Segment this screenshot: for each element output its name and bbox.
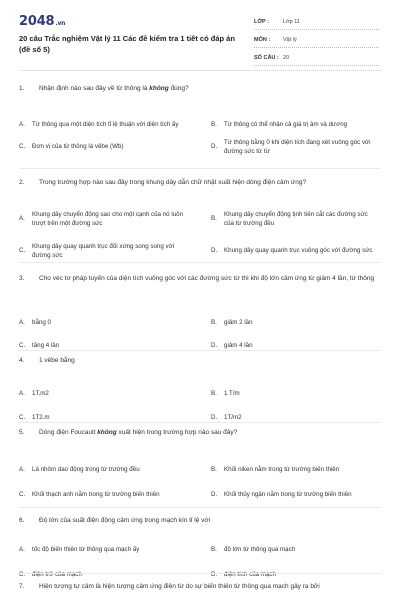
- meta-label: LỚP :: [254, 19, 269, 25]
- option-text: Khung dây chuyển động sao cho một cạnh của nó luôn trượt trên một đường sức: [32, 210, 184, 227]
- page-header: [0, 0, 400, 62]
- question-1: [19, 84, 381, 155]
- option-letter: A.: [19, 319, 25, 326]
- option-text: giảm 2 lần: [224, 319, 253, 326]
- question-text-post: đúng?: [168, 85, 189, 92]
- option-text: giảm 4 lần: [224, 342, 253, 349]
- option-letter: D.: [211, 342, 218, 349]
- question-text: [39, 428, 381, 438]
- question-number: 1.: [19, 85, 25, 92]
- question-stem: [19, 428, 381, 438]
- option-text: Khung dây chuyển động tịnh tiến cắt các đường sức của từ trường đều: [224, 210, 368, 227]
- question-text: [39, 516, 381, 526]
- option-text: Lá nhôm dao động trong từ trường đều: [32, 466, 140, 473]
- question-6: [19, 516, 381, 578]
- option-letter: A.: [19, 215, 25, 222]
- option-letter: A.: [19, 121, 25, 128]
- option-letter: B.: [211, 390, 217, 397]
- option-a[interactable]: [19, 317, 187, 329]
- option-letter: B.: [211, 319, 217, 326]
- option-letter: D.: [211, 414, 218, 421]
- question-5: [19, 428, 381, 498]
- option-c[interactable]: [19, 569, 187, 581]
- option-b[interactable]: [211, 388, 379, 400]
- option-text: Khối thủy ngân nằm trong từ trường biến thiên: [224, 491, 352, 498]
- question-emphasis: không: [149, 85, 169, 92]
- question-stem: [19, 356, 381, 366]
- option-b[interactable]: [211, 460, 379, 480]
- option-b[interactable]: [211, 115, 379, 135]
- option-b[interactable]: [211, 317, 379, 329]
- question-divider: [19, 262, 381, 263]
- question-text-pre: Dòng điện Foucault: [39, 429, 98, 436]
- option-text: diện tích của mạch: [224, 571, 276, 578]
- option-c[interactable]: [19, 241, 187, 261]
- option-letter: C.: [19, 414, 26, 421]
- option-text: Từ thông có thể nhận cả giá trị âm và dương: [224, 121, 348, 128]
- question-text-pre: Cho véc tơ pháp tuyến của diện tích vuông góc với các đường sức từ thì khi độ lớn cảm ứng từ giảm 4 lần, từ thông: [39, 275, 375, 282]
- question-number: 3.: [19, 275, 25, 282]
- option-c[interactable]: [19, 137, 187, 157]
- question-emphasis: không: [97, 429, 117, 436]
- option-d[interactable]: [211, 241, 379, 261]
- option-text: tăng 4 lần: [32, 342, 60, 349]
- question-number: 4.: [19, 357, 25, 364]
- question-stem: [19, 274, 381, 284]
- question-2: [19, 178, 381, 259]
- question-divider: [19, 350, 381, 351]
- option-a[interactable]: [19, 460, 187, 480]
- option-d[interactable]: [211, 485, 379, 505]
- option-a[interactable]: [19, 388, 187, 400]
- question-3: [19, 274, 381, 349]
- option-letter: A.: [19, 466, 25, 473]
- meta-value: Lớp 11: [283, 19, 300, 25]
- question-text-post: xuất hiện trong trường hợp nào sau đây?: [116, 429, 238, 436]
- question-number: 7.: [19, 583, 25, 590]
- meta-label: MÔN :: [254, 37, 271, 43]
- option-letter: A.: [19, 390, 25, 397]
- option-letter: C.: [19, 491, 26, 498]
- option-text: 1T2.m: [32, 414, 50, 421]
- option-text: Khung dây quay quanh trục đối xứng song song với đường sức: [32, 242, 175, 259]
- question-divider: [19, 168, 381, 169]
- question-number: 6.: [19, 517, 25, 524]
- meta-label: SỐ CÂU :: [254, 55, 279, 61]
- option-letter: C.: [19, 342, 26, 349]
- option-c[interactable]: [19, 485, 187, 505]
- option-text: Từ thông bằng 0 khi diện tích đang xét vuông góc với đường sức từ từ: [224, 138, 371, 155]
- option-a[interactable]: [19, 544, 187, 556]
- logo-suffix: .vn: [55, 20, 66, 27]
- site-logo[interactable]: [19, 14, 65, 29]
- option-letter: B.: [211, 121, 217, 128]
- question-4: [19, 356, 381, 421]
- question-divider: [19, 573, 381, 574]
- option-text: tốc độ biến thiên từ thông qua mạch ấy: [32, 546, 140, 553]
- option-text: Từ thông qua một diện tích tỉ lệ thuận với diện tích ấy: [32, 121, 179, 128]
- option-letter: D.: [211, 491, 218, 498]
- option-text: Khối niken nằm trong từ trường biến thiên: [224, 466, 340, 473]
- question-stem: [19, 582, 381, 592]
- option-text: 1 T/m: [224, 390, 240, 397]
- question-number: 2.: [19, 179, 25, 186]
- question-stem: [19, 516, 381, 526]
- question-stem: [19, 178, 381, 188]
- option-text: 1T/m2: [224, 414, 242, 421]
- meta-row-class: [254, 15, 379, 30]
- option-letter: C.: [19, 571, 26, 578]
- question-text: [39, 274, 381, 284]
- question-divider: [19, 422, 381, 423]
- logo-text: 2048: [19, 14, 55, 29]
- question-text-pre: 1 vêbe bằng: [39, 357, 75, 364]
- question-7: [19, 582, 381, 592]
- quiz-meta: [254, 15, 379, 69]
- option-d[interactable]: [211, 569, 379, 581]
- option-text: Khung dây quay quanh trục vuông góc với đường sức: [224, 247, 373, 254]
- option-letter: B.: [211, 215, 217, 222]
- question-number: 5.: [19, 429, 25, 436]
- option-text: bằng 0: [32, 319, 51, 326]
- option-b[interactable]: [211, 209, 379, 229]
- option-letter: C.: [19, 143, 26, 150]
- question-text-pre: Nhận định nào sau đây về từ thông là: [39, 85, 150, 92]
- meta-row-subject: [254, 33, 379, 48]
- option-text: độ lớn từ thông qua mạch: [224, 546, 296, 553]
- question-text: [39, 356, 381, 366]
- question-text-pre: Hiện tượng tự cảm là hiện tượng cảm ứng điện từ do sự biến thiên từ thông qua mạch gây ra bởi: [39, 583, 320, 590]
- option-letter: B.: [211, 546, 217, 553]
- option-a[interactable]: [19, 209, 187, 229]
- option-letter: C.: [19, 247, 26, 254]
- option-a[interactable]: [19, 115, 187, 135]
- option-text: Khối thạch anh nằm trong từ trường biến thiên: [32, 491, 160, 498]
- header-divider: [19, 70, 381, 71]
- question-text: [39, 582, 381, 592]
- option-b[interactable]: [211, 544, 379, 556]
- page-title: 20 câu Trắc nghiệm Vật lý 11 Các đề kiểm tra 1 tiết có đáp án (đề số 5): [19, 34, 235, 54]
- question-text: [39, 84, 381, 94]
- question-divider: [19, 507, 381, 508]
- option-letter: D.: [211, 143, 218, 150]
- meta-value: 20: [283, 55, 290, 61]
- meta-row-count: [254, 51, 379, 66]
- meta-value: Vật lý: [283, 37, 297, 43]
- option-letter: A.: [19, 546, 25, 553]
- option-letter: B.: [211, 466, 217, 473]
- option-text: điện trở của mạch: [32, 571, 82, 578]
- option-d[interactable]: [211, 137, 379, 157]
- option-text: 1T.m2: [32, 390, 49, 397]
- question-text: [39, 178, 381, 188]
- option-letter: D.: [211, 571, 218, 578]
- question-text-pre: Trong trường hợp nào sau đây trong khung dây dẫn chữ nhật xuất hiện dòng điện cảm ứng?: [39, 179, 307, 186]
- question-text-pre: Độ lớn của suất điện động cảm ứng trong mạch kín tỉ lệ với: [39, 517, 211, 524]
- option-text: Đơn vị của từ thông là vêbe (Wb): [32, 143, 124, 150]
- option-letter: D.: [211, 247, 218, 254]
- question-stem: [19, 84, 381, 94]
